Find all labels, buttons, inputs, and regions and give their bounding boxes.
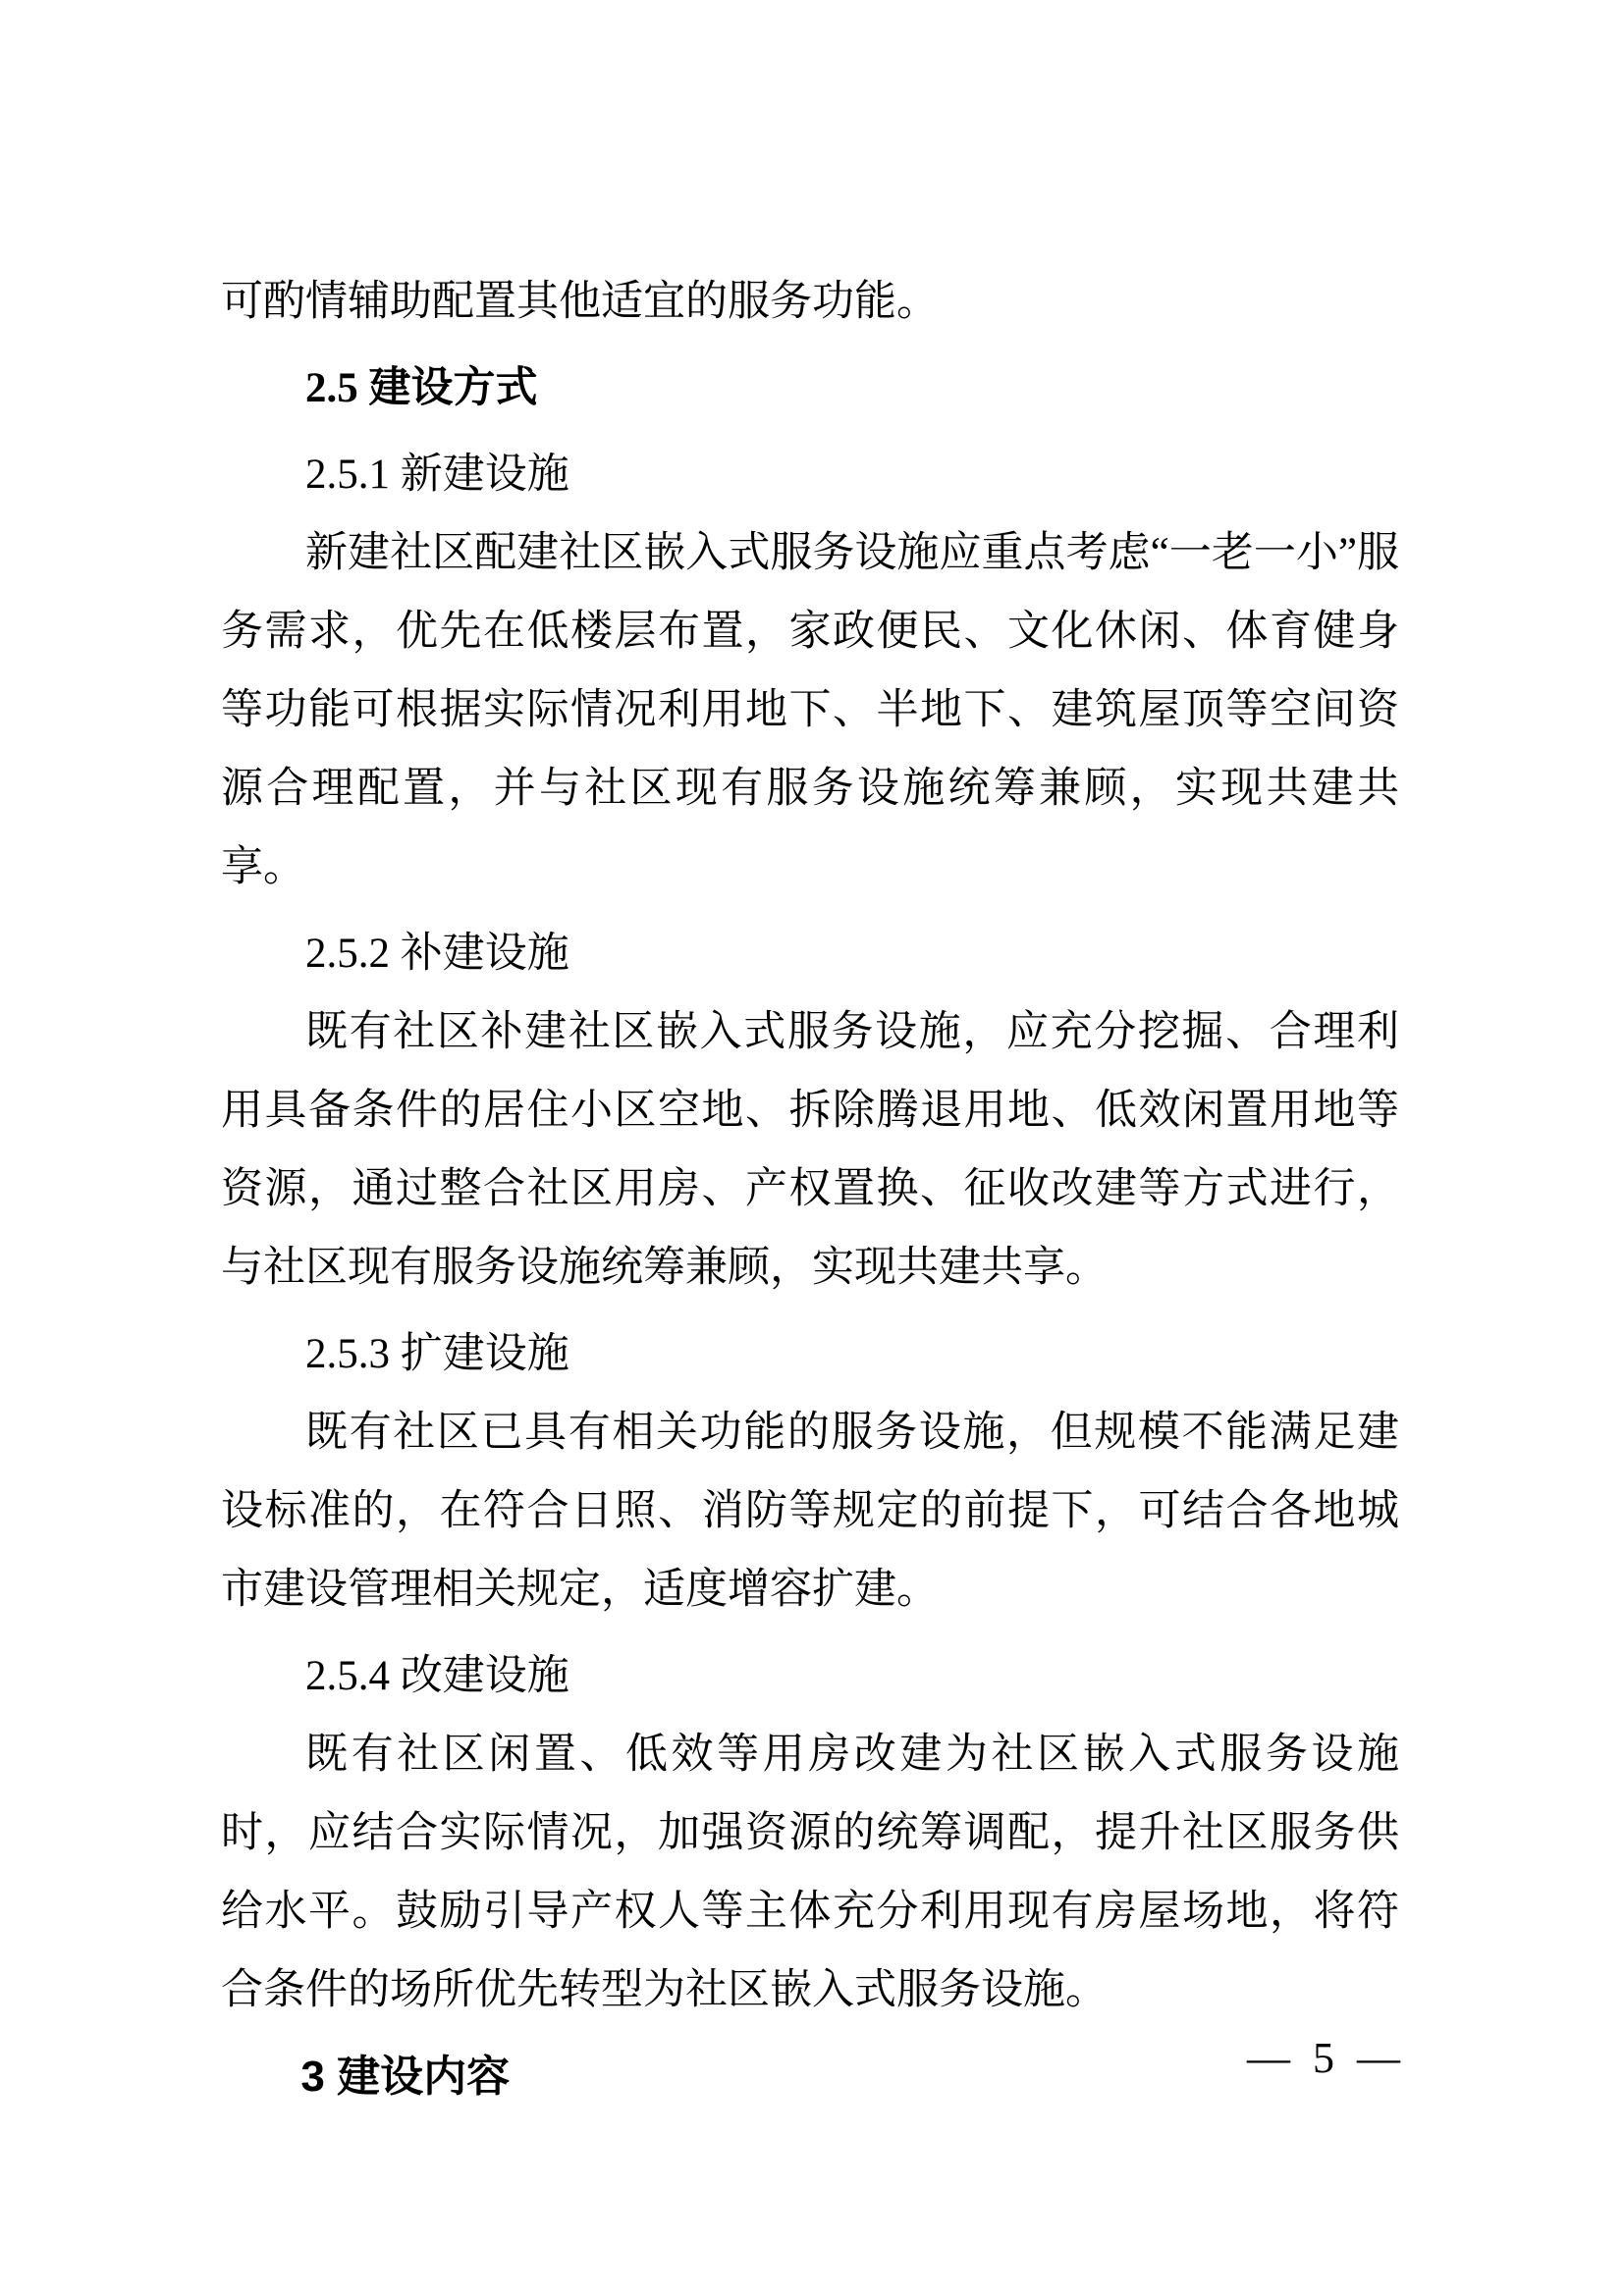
paragraph-supplementary-facilities: 既有社区补建社区嵌入式服务设施，应充分挖掘、合理利用具备条件的居住小区空地、拆除腾退用地、低效闲置用地等资源，通过整合社区用房、产权置换、征收改建等方式进行，与社区现有服务设施统筹兼顾，实现共建共享。 [221, 1009, 1399, 1291]
page-content [221, 263, 1399, 2116]
heading-2-5-construction-mode: 2.5 建设方式 [305, 365, 538, 411]
paragraph-expanded-facilities: 既有社区已具有相关功能的服务设施，但规模不能满足建设标准的，在符合日照、消防等规定的前提下，可结合各地城市建设管理相关规定，适度增容扩建。 [221, 1410, 1399, 1613]
heading-2-5-3-expanded-facilities: 2.5.3 扩建设施 [305, 1331, 569, 1377]
heading-2-5-4-renovated-facilities: 2.5.4 改建设施 [305, 1653, 569, 1699]
page-number: — 5 — [1247, 2034, 1406, 2082]
heading-2-5-1-new-facilities: 2.5.1 新建设施 [305, 452, 569, 498]
heading-3-construction-content: 3 建设内容 [300, 2053, 511, 2101]
paragraph-continuation: 可酌情辅助配置其他适宜的服务功能。 [221, 279, 939, 325]
paragraph-renovated-facilities: 既有社区闲置、低效等用房改建为社区嵌入式服务设施时，应结合实际情况，加强资源的统筹调配，提升社区服务供给水平。鼓励引导产权人等主体充分利用现有房屋场地，将符合条件的场所优先转型为社区嵌入式服务设施。 [221, 1732, 1399, 2013]
heading-2-5-2-supplementary-facilities: 2.5.2 补建设施 [305, 931, 569, 977]
paragraph-new-facilities: 新建社区配建社区嵌入式服务设施应重点考虑“一老一小”服务需求，优先在低楼层布置，家政便民、文化休闲、体育健身等功能可根据实际情况利用地下、半地下、建筑屋顶等空间资源合理配置，并与社区现有服务设施统筹兼顾，实现共建共享。 [221, 530, 1399, 890]
